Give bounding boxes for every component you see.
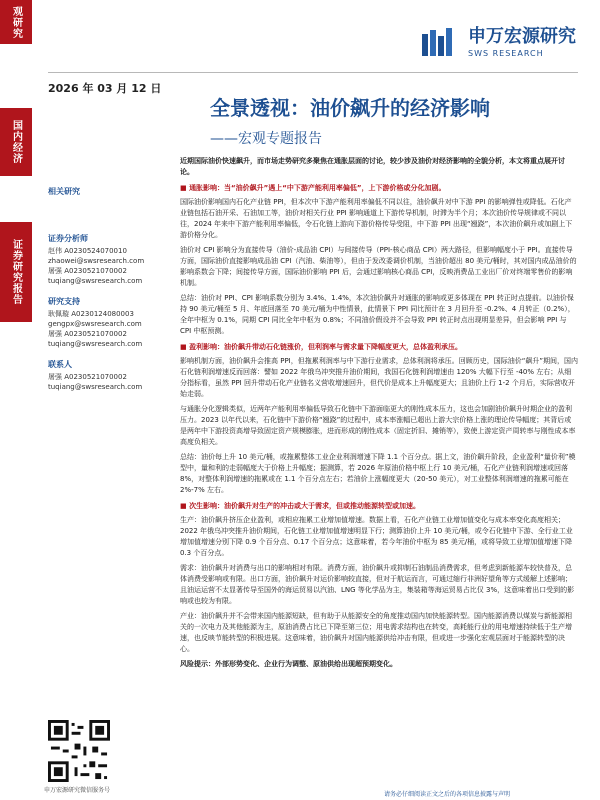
paragraph: 与通胀分化逻辑类似，近两年产能利用率偏低导致石化链中下游面临更大的刚性成本压力，这也会加剧油价飙升时期企业的盈利压力。2023 以年代以来，石化链中下游价格“翘跷”的过程中，成本率涨幅已超出上游大宗价格上涨的理论传导幅度；其背后或是两年中下游投资高增导致固定资产规模膨胀，进而形成的刚性成本（固定折旧、摊销等），致使上游定资产周转率与刚性成本率高度负相关。 [180,405,576,446]
logo-mark-icon [420,26,460,60]
lead-paragraph: 近期国际油价快速飙升，而市场走势研究多聚焦在通胀层面的讨论，较少涉及油价对经济影响的全貌分析，本文将重点展开讨论。 [180,157,565,176]
sidebar [48,176,168,392]
support-line: 耿佩璇 A0230124080003 [48,310,134,318]
disclaimer-footer: 请务必仔细阅读正文之后的各项信息披露与声明 [384,791,511,798]
research-support-heading: 研究支持 [48,297,80,306]
risk-warning: 风险提示：外部形势变化、企业行为调整、原油供给出现超预期变化。 [180,660,397,668]
qr-caption: 申万宏源研究微信服务号 [44,787,111,794]
paragraph: 油价对 CPI 影响分为直接传导（油价-成品油 CPI）与间接传导（PPI-核心商品 CPI）两大路径，但影响幅度小于 PPI。直接传导方面，国际油价直接影响成品油 CPI（汽油、柴油等），但由于发改委调价机制，当油价超出 80 美元/桶时，其对国内成品油价的影响系数会下降；间接传导方面，国际油价影响 PPI 后，会通过影响核心商品 CPI，反映消费品工业出厂价对终端零售价的影响机制。 [180,246,577,287]
paragraph: 影响机制方面，油价飙升会推高 PPI，但拖累利润率与中下游行业需求，总体利润将承压。回顾历史，国际油价“飙升”期间，国内石化链利润增速反而回落：譬如 2022 年俄乌冲突推升油价期间，我国石化链利润增速由 120% 大幅下行至 -40% 左右；从细分指标看，虽然 PPI 回升带动石化产业链名义营收增速回升，但代价是成本上升幅度更大；且油价上行 1-2 个月后，实际营收开始走弱。 [180,357,578,398]
support-line: 屠强 A0230521070002 [48,330,127,338]
left-rail [0,0,32,800]
analyst-line: 赵伟 A0230524070010 [48,247,127,255]
support-email[interactable]: tuqiang@swsresearch.com [48,340,143,348]
support-email[interactable]: gengpx@swsresearch.com [48,320,142,328]
rail-tag-securities-report: 证券研究报告 [0,222,32,322]
section-heading-inflation: ■ 通胀影响：当“油价飙升”遇上“中下游产能利用率偏低”，上下游价格或分化加剧。 [180,183,578,194]
analyst-line: 屠强 A0230521070002 [48,267,127,275]
report-body [180,156,578,674]
contact-heading: 联系人 [48,360,72,369]
rail-tag-research: 观研究 [0,0,32,44]
brand-name-en: SWS RESEARCH [468,49,544,58]
brand-logo [420,26,576,60]
report-title: 全景透视：油价飙升的经济影响 [210,96,490,120]
paragraph: 需求：油价飙升对消费与出口的影响相对有限。消费方面，油价飙升或抑制石油制品消费需求，但考虑到新能源车较快普及，总体消费受影响或有限。出口方面，油价飙升对运价影响较直接，但对于航运而言，可通过缩行非洲好望角等方式缓解上述影响；且油运运营不太显著传导至国外的海运贸易以汽油、LNG 等化学品为主，集装箱等海运贸易占比仅 3%，这意味着出口受到的影响或也较为有限。 [180,564,575,605]
paragraph: 生产：油价飙升挤压企业盈利，或相应拖累工业增加值增速。数据上看，石化产业链工业增加值变化与成本率变化高度相关；2022 年俄乌冲突推升油价期间，石化链工业增加值增速明显下行；测算油价上升 10 美元/桶，或令石化链中下游、全行业工业增加值增速分别下降 0.9 个百分点、0.17 个百分点；这意味着，若今年油价中枢为 85 美元/桶，或将导致工业增加值增速下降 0.3 个百分点。 [180,516,573,557]
analyst-email[interactable]: zhaowei@swsresearch.com [48,257,145,265]
paragraph: 总结：油价每上升 10 美元/桶，或拖累整体工业企业利润增速下降 1.1 个百分点。据上文，油价飙升阶段，企业盈利“量价利”模型中，量和利的走弱幅度大于价格上升幅度；据测算，若 2026 年原油价格中枢上行 10 美元/桶，石化产业链利润增速或回落 8%，对整体利润增速的拖累或在 1.1 个百分点左右；若油价上涨幅度更大（20-50 美元），对工业整体利润增速的拖累可能在 2%-7% 左右。 [180,453,576,494]
section-heading-profit: ■ 盈利影响：油价飙升带动石化链涨价，但利润率与需求量下降幅度更大，总体盈利承压。 [180,342,578,353]
paragraph: 总结：油价对 PPI、CPI 影响系数分别为 3.4%、1.4%，本次油价飙升对通胀的影响或更多体现在 PPI 转正时点提前。以油价保持 90 美元/桶至 5 月、年底回落至 70 美元/桶为中性情景，此情景下 PPI 同比预计在 3 月回升至 -0.2%、4 月转正（0.2%），全年中枢为 0.1%，同期 CPI 同比全年中枢为 0.8%；不同油价假设并不会导致 PPI 转正时点出现明显差异，但会影响 PPI 与 CPI 中枢预测。 [180,294,575,335]
contact-email[interactable]: tuqiang@swsresearch.com [48,383,143,391]
qr-code-icon[interactable] [48,720,110,782]
report-subtitle: ——宏观专题报告 [210,131,322,147]
paragraph: 产业：油价飙升并不会带来国内能源短缺，但有助于从能源安全的角度推动国内加快能源转型。国内能源消费以煤炭与新能源相关的一次电力及其他能源为主，原油消费占比已下降至第三位；用电需求结构也在转变，高耗能行业的用电增速持续低于生产增速，也反映节能转型的积极进展。这意味着，油价飙升对国内能源供给冲击有限，但或进一步强化宏观层面对于能源转型的决心。 [180,612,572,653]
related-research-heading: 相关研究 [48,187,80,196]
paragraph: 国际油价影响国内石化产业链 PPI，但本次中下游产能利用率偏低不同以往，油价飙升对中下游 PPI 的影响弹性或降低。石化产业链包括石油开采、石油加工等，油价对相关行业 PPI 影响通道上下游传导机制，时滞为半个月；本次油价传导规律或不同以往，2024 年来中下游产能利用率偏低，令石化链上游向下游价格传导受阻，中下游 PPI 出现“翘跷”，本次油价飙升或加剧上下游价格分化。 [180,198,573,239]
analysts-heading: 证券分析师 [48,234,88,243]
rail-tag-domestic-economy: 国内经济 [0,108,32,176]
brand-name-cn: 申万宏源研究 [468,26,576,47]
contact-line: 屠强 A0230521070002 [48,373,127,381]
header-divider [48,72,578,73]
section-heading-secondary: ■ 次生影响：油价飙升对生产的冲击或大于需求，但或推动能源转型或加速。 [180,501,578,512]
analyst-email[interactable]: tuqiang@swsresearch.com [48,277,143,285]
report-date: 2026 年 03 月 12 日 [48,82,162,95]
